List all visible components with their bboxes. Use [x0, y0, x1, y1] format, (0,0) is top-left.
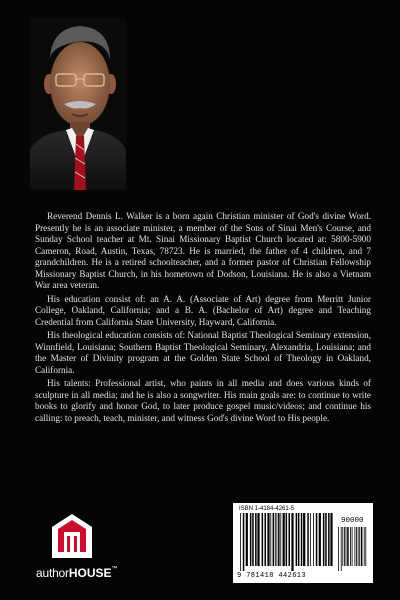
- price-code: 90000: [341, 517, 364, 525]
- barcode-bar: [270, 513, 271, 566]
- author-house-logo-icon: [50, 512, 94, 560]
- isbn-label: ISBN 1-4184-4261-5: [239, 506, 295, 512]
- trademark-symbol: ™: [111, 566, 118, 572]
- barcode-bar: [364, 527, 365, 566]
- barcode-addon-bars: [337, 527, 369, 571]
- author-photo: [30, 18, 126, 190]
- barcode-bar: [280, 513, 281, 566]
- barcode-bar: [341, 527, 342, 571]
- barcode-bar: [325, 513, 327, 566]
- barcode-bar: [275, 513, 276, 566]
- barcode-bar: [358, 527, 359, 566]
- barcode-bar: [313, 513, 314, 566]
- barcode-bar: [257, 513, 259, 566]
- barcode-bar: [355, 527, 356, 566]
- barcode-digits: 9 781418 442613: [237, 572, 307, 580]
- barcode-bar: [356, 527, 357, 566]
- barcode-bar: [310, 513, 311, 566]
- barcode-bar: [273, 513, 275, 566]
- barcode-bar: [338, 527, 339, 571]
- barcode-bar: [289, 513, 291, 566]
- barcode-bar: [286, 513, 288, 566]
- barcode-bar: [267, 513, 269, 566]
- barcode-bar: [301, 513, 303, 566]
- barcode-bar: [298, 513, 300, 566]
- bio-paragraph: His education consist of: an A. A. (Associate of Art) degree from Merritt Junior College, Oakland, California; and a B. A. (Bachelor of Art) degree and Teaching Credential from California State University, Hayward, California.: [35, 293, 371, 327]
- barcode-bar: [296, 513, 298, 566]
- barcode-bar: [361, 527, 363, 566]
- publisher-logo: [32, 512, 118, 586]
- barcode-bars: [239, 513, 335, 571]
- barcode-bar: [303, 513, 305, 566]
- bio-paragraph: His talents: Professional artist, who paints in all media and does various kinds of sculpture in all media; and he is also a songwriter. His main goals are: to continue to write books to glorify and honor God, to later produce gospel music/videos; and continue his calling: to preach, teach, minister, and witness God's divine Word to His people.: [35, 378, 371, 423]
- publisher-name-light: author: [36, 566, 69, 580]
- barcode-bar: [350, 527, 351, 566]
- barcode-bar: [352, 527, 353, 566]
- publisher-name: [36, 566, 126, 580]
- barcode-bar: [278, 513, 280, 566]
- barcode-bar: [283, 513, 285, 566]
- barcode-bar: [291, 513, 293, 571]
- barcode-bar: [262, 513, 264, 566]
- barcode-panel: [233, 503, 373, 583]
- barcode-bar: [323, 513, 325, 566]
- barcode-bar: [346, 527, 347, 566]
- barcode-bar: [243, 513, 245, 571]
- barcode-bar: [252, 513, 254, 566]
- barcode-bar: [359, 527, 360, 566]
- barcode-bar: [328, 513, 330, 566]
- barcode-bar: [277, 513, 278, 566]
- barcode-bar: [307, 513, 309, 566]
- bio-paragraph: Reverend Dennis L. Walker is a born again Christian minister of God's divine Word. Presently he is an associate minister, a member of the Sons of Sinai Men's Course, and Sunday School teacher at Mt. Sinai Missionary Baptist Church located at: 5800-5900 Cameron, Road, Austin, Texas, 78723. He is married, the father of 4 children, and 7 grandchildren. He is a retired schoolteacher, and a former pastor of Christian Fellowship Missionary Baptist Church, in his hometown of Dodson, Louisiana. He is also a Vietnam War area veteran.: [35, 211, 371, 290]
- barcode-bar: [255, 513, 257, 566]
- barcode-bar: [330, 513, 332, 566]
- barcode-bar: [347, 527, 349, 566]
- bio-paragraph: His theological education consists of: National Baptist Theological Seminary extension, Winnfield, Louisiana; Southern Baptist Theological Seminary, Alexandria, Louisiana; and the Master of Divinity program at the Golden State School of Theology in Oakland, California.: [35, 330, 371, 375]
- barcode-bar: [342, 527, 343, 566]
- publisher-name-bold: HOUSE: [68, 566, 112, 580]
- barcode-bar: [265, 513, 267, 566]
- barcode-bar: [316, 513, 318, 566]
- barcode-bar: [319, 513, 321, 566]
- barcode-bar: [246, 513, 248, 566]
- barcode-bar: [344, 527, 345, 566]
- barcode-bar: [250, 513, 252, 566]
- author-biography: [35, 211, 371, 426]
- barcode-bar: [365, 527, 366, 566]
- barcode-bar: [240, 513, 241, 571]
